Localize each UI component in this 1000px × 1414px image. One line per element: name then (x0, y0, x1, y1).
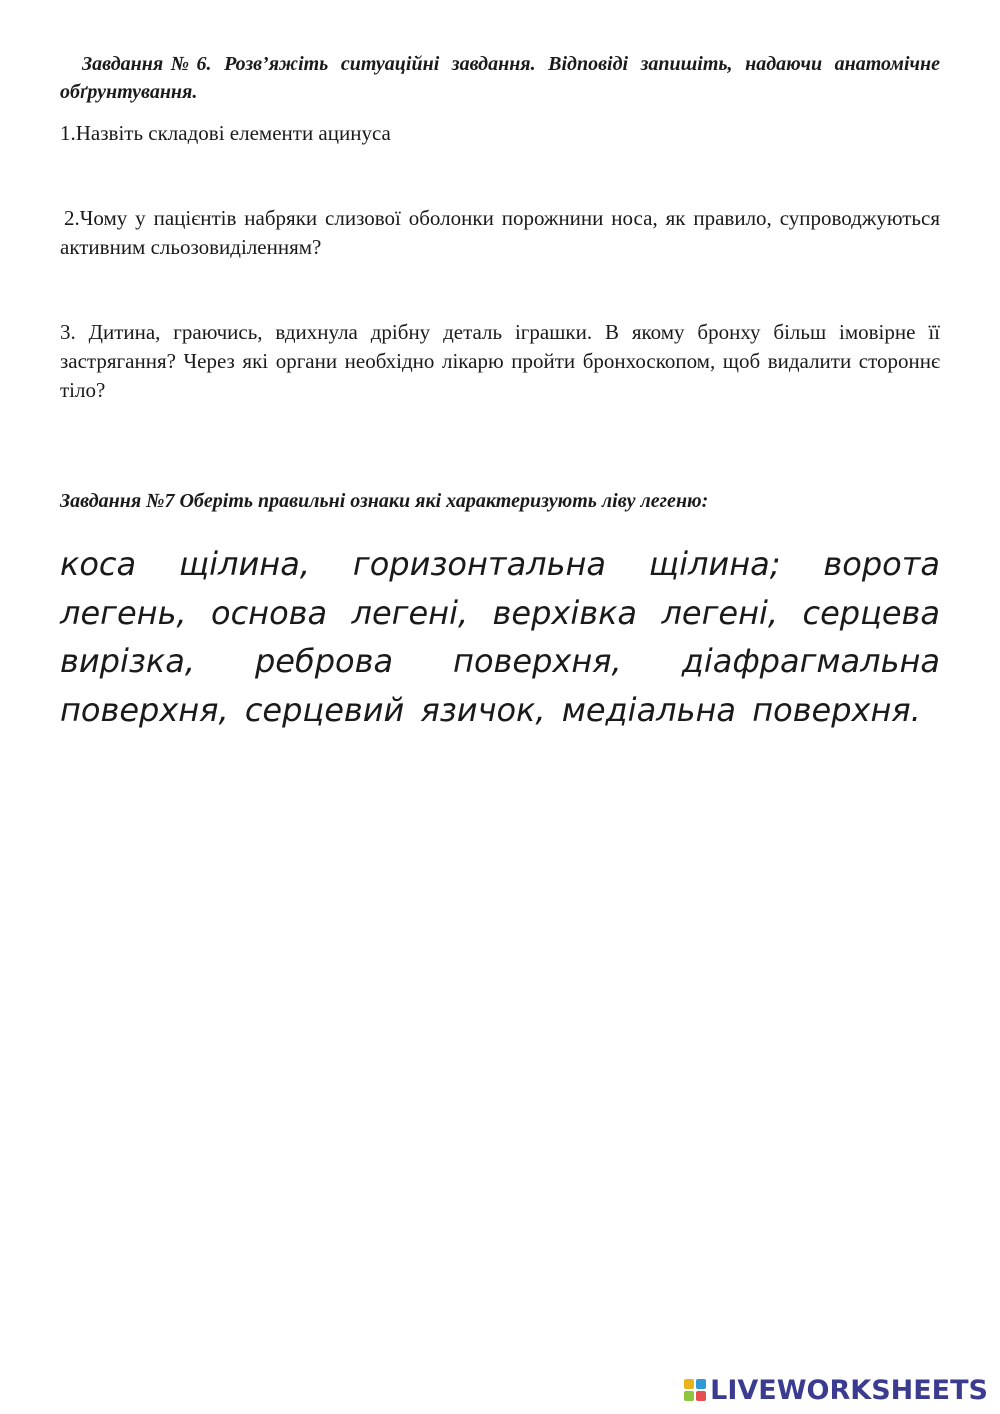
task-6-heading: Завдання№6. Розв’яжіть ситуаційні завдання. Відповіді запишіть, надаючи анатомічне обґрунтування. (60, 53, 940, 103)
task-7-heading: Завдання №7 Оберіть правильні ознаки які характеризують ліву легеню: (60, 490, 709, 512)
liveworksheets-logo (684, 1374, 988, 1406)
task-7-options: коса щілина, горизонтальна щілина; ворота легень, основа легені, верхівка легені, серцева вирізка, реброва поверхня, діафрагмальна поверхня, серцевий язичок, медіальна поверхня. (60, 545, 940, 729)
logo-grid-icon (684, 1379, 706, 1401)
logo-text: LIVEWORKSHEETS (710, 1374, 988, 1406)
question-2: 2.Чому у пацієнтів набряки слизової оболонки порожнини носа, як правило, супроводжуються активним сльозовиділенням? (60, 206, 940, 259)
logo-square-icon (696, 1379, 706, 1389)
logo-square-icon (696, 1391, 706, 1401)
question-1: 1.Назвіть складові елементи ацинуса (60, 121, 391, 145)
logo-square-icon (684, 1379, 694, 1389)
question-3: 3. Дитина, граючись, вдихнула дрібну деталь іграшки. В якому бронху більш імовірне її застрягання? Через які органи необхідно лікарю пройти бронхоскопом, щоб видалити стороннє тіло? (60, 320, 940, 402)
logo-square-icon (684, 1391, 694, 1401)
